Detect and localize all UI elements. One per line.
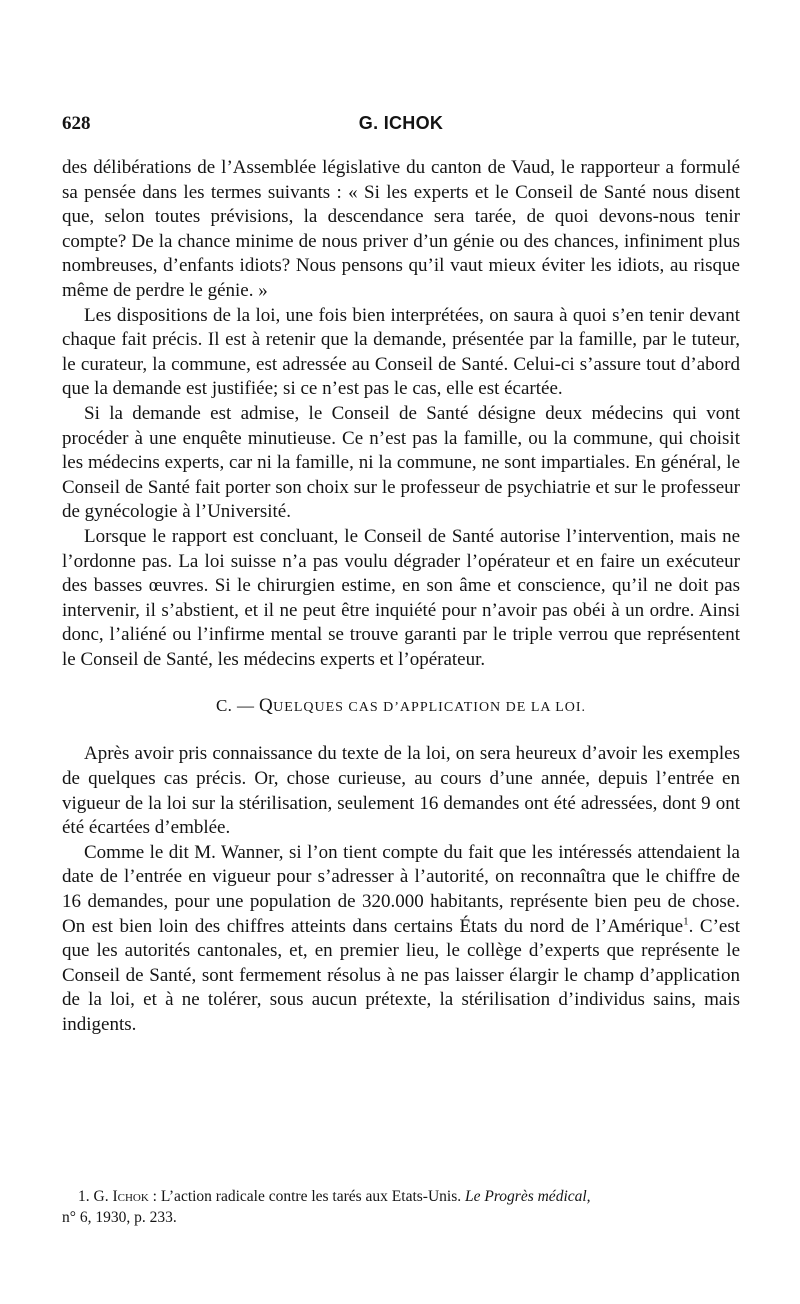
paragraph: Lorsque le rapport est concluant, le Conseil de Santé autorise l’intervention, mais ne l’ordonne pas. La loi suisse n’a pas voulu dégrader l’opérateur et en faire un exécuteur des basses œuvres. Si le chirurgien estime, en son âme et conscience, qu’il ne doit pas intervenir, il s’abstient, et il ne peut être inquiété pour n’avoir pas obéi à un ordre. Ainsi donc, l’aliéné ou l’infirme mental se trouve garanti par le triple verrou que représentent le Conseil de Santé, les médecins experts et l’opérateur.: [62, 525, 740, 670]
footnote: [62, 1186, 740, 1228]
footnote-author-initial: G.: [93, 1188, 109, 1205]
footnote-title: : L’action radicale contre les tarés aux Etats-Unis.: [148, 1188, 465, 1205]
section-heading-prefix: C. —: [215, 696, 260, 716]
page-number: 628: [62, 113, 91, 134]
footnote-journal: Le Progrès médical,: [465, 1188, 591, 1205]
paragraph: des délibérations de l’Assemblée législative du canton de Vaud, le rapporteur a formulé sa pensée dans les termes suivants : « Si les experts et le Conseil de Santé nous disent que, selon toutes prévisions, la descendance sera tarée, de quoi devons-nous tenir compte? De la chance minime de nous priver d’un génie ou des chances, infiniment plus nombreuses, d’enfants idiots? Nous pensons qu’il vaut mieux éviter les idiots, au risque même de perdre le génie. »: [62, 157, 740, 301]
paragraph: Si la demande est admise, le Conseil de Santé désigne deux médecins qui vont procéder à une enquête minutieuse. Ce n’est pas la famille, ou la commune, qui choisit les médecins experts, car ni la famille, ni la commune, ne sont impartiales. En général, le Conseil de Santé fait porter son choix sur le professeur de psychiatrie et sur le professeur de gynécologie à l’Université.: [62, 402, 740, 523]
footnote-reference: 1: [683, 915, 689, 928]
footnote-details: n° 6, 1930, p. 233.: [62, 1209, 177, 1226]
paragraph-text: Comme le dit M. Wanner, si l’on tient compte du fait que les intéressés attendaient la date de l’entrée en vigueur pour s’adresser à l’autorité, on reconnaîtra que le chiffre de 16 demandes, pour une population de 320.000 habitants, représente bien peu de chose. On est bien loin des chiffres atteints dans certains États du nord de l’Amérique: [62, 841, 740, 937]
page-header: [62, 113, 740, 143]
footnote-line: [62, 1186, 740, 1207]
paragraph: [62, 841, 740, 1038]
section-heading-initial: Q: [259, 695, 274, 717]
paragraph-text-tail: . C’est que les autorités cantonales, et, en premier lieu, le collège d’experts que représente le Conseil de Santé, sont fermement résolus à ne pas laisser élargir le champ d’application de la loi, et à ne tolérer, sous aucun prétexte, la stérilisation d’individus sains, mais indigents.: [62, 915, 741, 1035]
footnote-author-name: Ichok: [112, 1188, 149, 1205]
section-heading: [62, 694, 740, 720]
body-text: [62, 156, 740, 1038]
paragraph: Après avoir pris connaissance du texte de la loi, on sera heureux d’avoir les exemples de quelques cas précis. Or, chose curieuse, au cours d’une année, depuis l’entrée en vigueur de la loi sur la stérilisation, seulement 16 demandes ont été adressées, dont 9 ont été écartées d’emblée.: [62, 743, 740, 839]
paragraph: Les dispositions de la loi, une fois bien interprétées, on saura à quoi s’en tenir devant chaque fait précis. Il est à retenir que la demande, présentée par la famille, par le tuteur, le curateur, la commune, est adressée au Conseil de Santé. Celui-ci s’assure tout d’abord que la demande est justifiée; si ce n’est pas le cas, elle est écartée.: [62, 304, 740, 400]
section-heading-rest: UELQUES CAS D’APPLICATION DE LA LOI.: [273, 700, 587, 716]
footnote-number: 1.: [78, 1188, 90, 1205]
running-head: G. ICHOK: [358, 113, 444, 133]
